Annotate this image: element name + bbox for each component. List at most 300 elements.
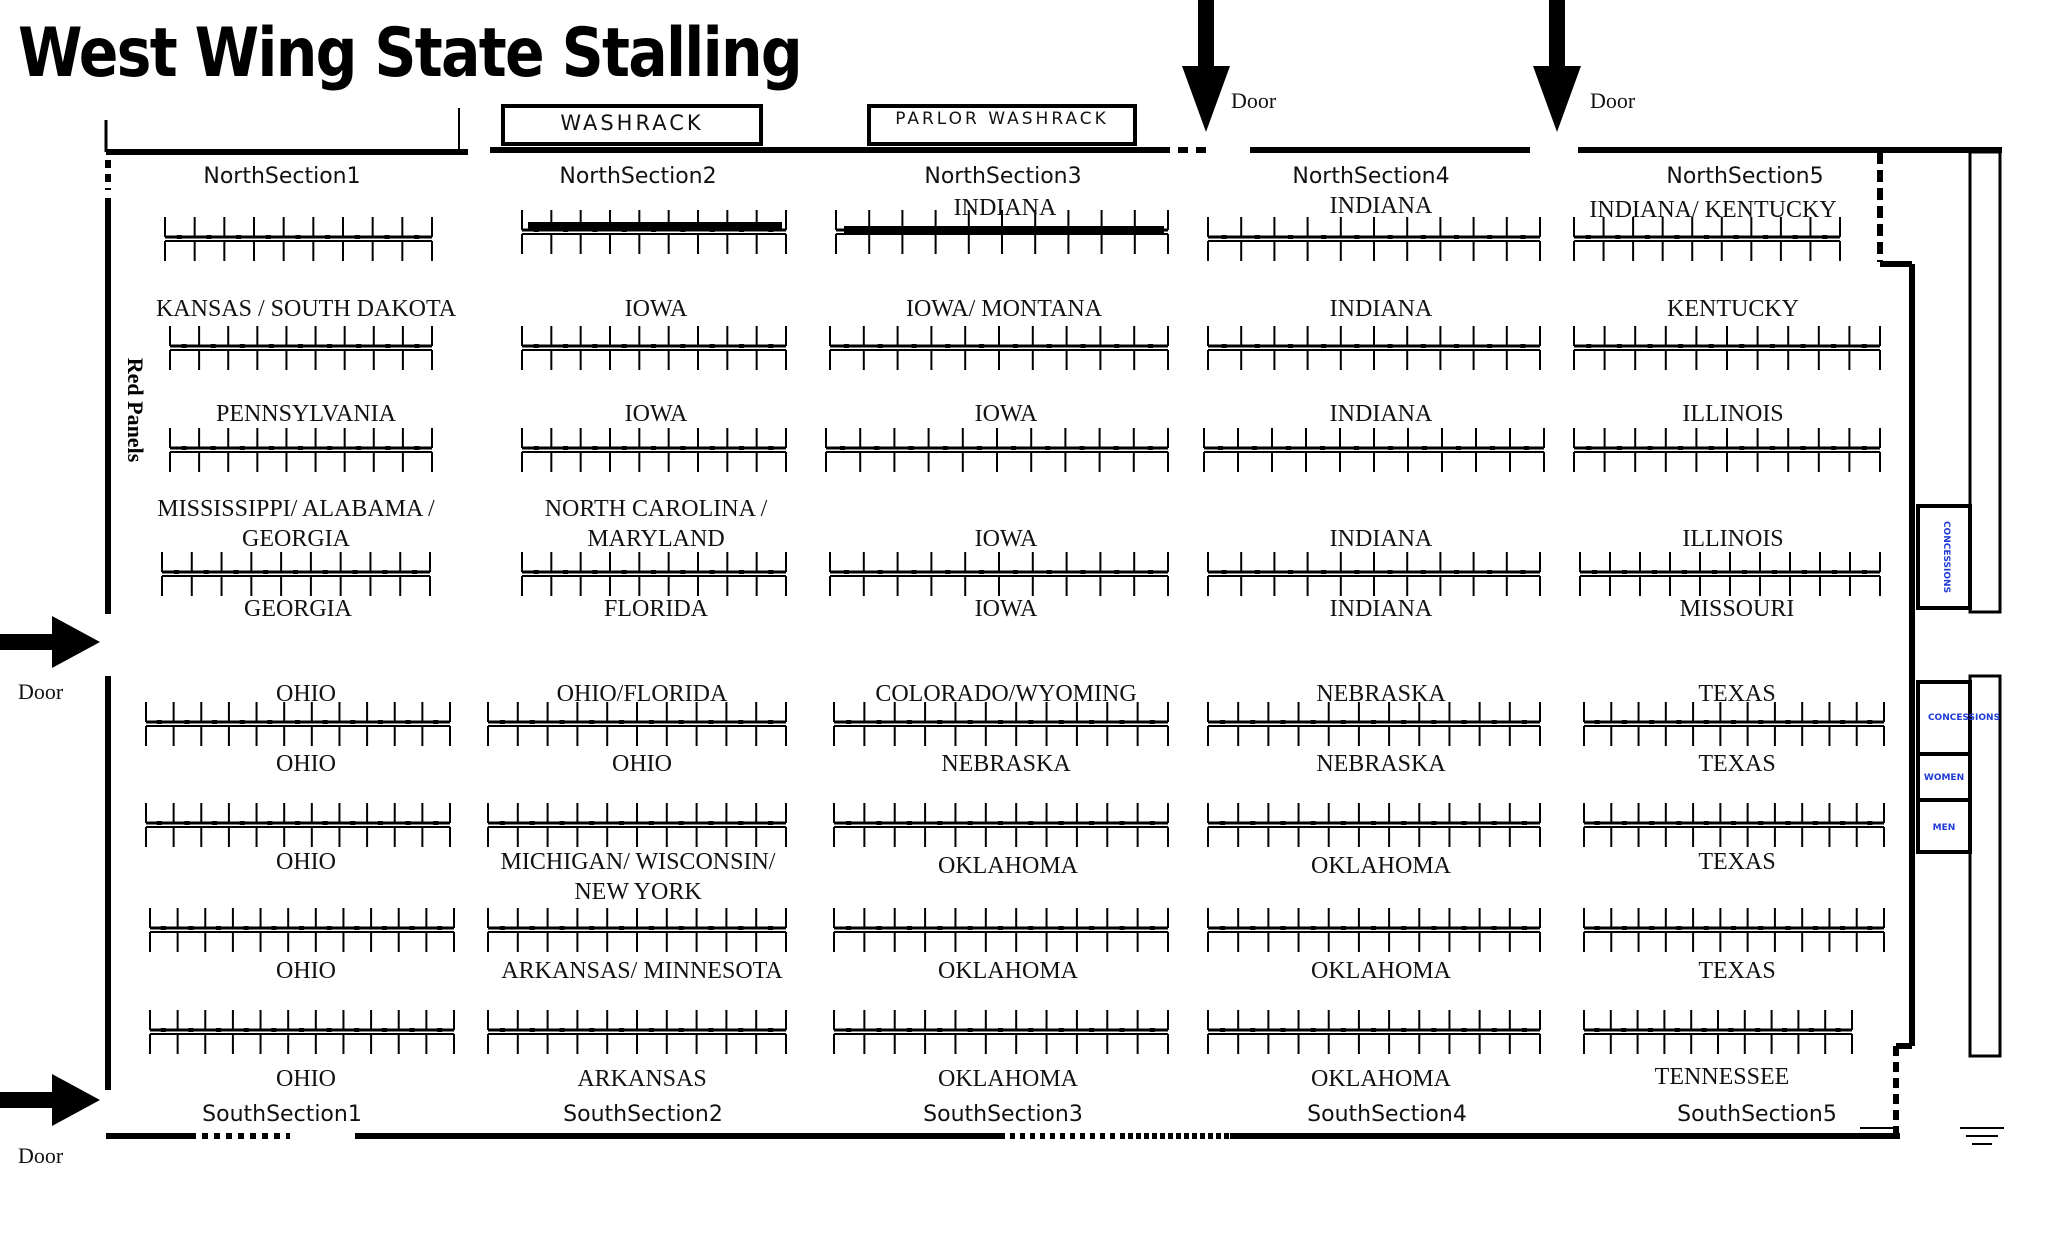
stall-mark	[1250, 926, 1255, 930]
stall-row	[488, 1010, 786, 1054]
stall-label: OHIO	[612, 751, 672, 777]
stall-mark	[977, 446, 982, 450]
stall-mark	[355, 235, 360, 239]
stall-label: GEORGIA	[244, 596, 352, 622]
stall-label: PENNSYLVANIA	[215, 401, 397, 427]
stall-mark	[563, 446, 568, 450]
stall-mark	[1786, 926, 1791, 930]
stall-row	[1204, 428, 1544, 472]
stall-mark	[267, 720, 272, 724]
stall-mark	[327, 926, 332, 930]
stall-label: OHIO	[276, 751, 336, 777]
stall-mark	[968, 720, 973, 724]
east-corridor	[1970, 676, 2000, 1056]
stall-row	[522, 552, 786, 596]
stall-mark	[907, 926, 912, 930]
stall-mark	[1114, 446, 1119, 450]
stall-mark	[560, 720, 565, 724]
womens-restroom	[1918, 754, 1970, 800]
door-left-1	[0, 616, 100, 704]
stall-mark	[738, 1028, 743, 1032]
stall-mark	[295, 821, 300, 825]
stall-label: OKLAHOMA	[1311, 1066, 1451, 1092]
stall-mark	[410, 926, 415, 930]
stall-mark	[1341, 821, 1346, 825]
stall-mark	[1462, 720, 1467, 724]
stall-mark	[216, 1028, 221, 1032]
east-corridor	[1970, 152, 2000, 612]
stall-mark	[1734, 235, 1739, 239]
stall-mark	[679, 720, 684, 724]
stall-mark	[1772, 570, 1777, 574]
stall-mark	[1682, 570, 1687, 574]
stall-mark	[619, 926, 624, 930]
stall-mark	[299, 1028, 304, 1032]
door-top-2	[1533, 0, 1636, 132]
door-label: Door	[1231, 88, 1277, 113]
stall-mark	[534, 446, 539, 450]
stall-mark	[1813, 720, 1818, 724]
stall-row	[146, 803, 450, 847]
stall-mark	[1454, 570, 1459, 574]
parlor-washrack	[869, 106, 1135, 144]
stall-mark	[1522, 821, 1527, 825]
stall-mark	[679, 1028, 684, 1032]
stall-mark	[204, 570, 209, 574]
door-label: Door	[1590, 88, 1636, 113]
stall-mark	[1354, 570, 1359, 574]
stall-mark	[1649, 926, 1654, 930]
stall-mark	[878, 344, 883, 348]
stall-mark	[877, 926, 882, 930]
stall-label: TENNESSEE	[1654, 1064, 1790, 1090]
stall-mark	[212, 821, 217, 825]
stall-label: OKLAHOMA	[938, 958, 1078, 984]
stall-mark	[1401, 720, 1406, 724]
stall-mark	[1840, 720, 1845, 724]
stall-row	[1580, 552, 1880, 596]
stall-mark	[680, 344, 685, 348]
stall-mark	[738, 720, 743, 724]
stall-mark	[1678, 344, 1683, 348]
stall-mark	[1709, 446, 1714, 450]
stall-mark	[1648, 344, 1653, 348]
stall-mark	[1617, 446, 1622, 450]
stall-mark	[406, 720, 411, 724]
stall-mark	[739, 446, 744, 450]
stall-mark	[937, 720, 942, 724]
stall-label: ILLINOIS	[1682, 401, 1784, 427]
stall-mark	[1763, 235, 1768, 239]
stall-label: ARKANSAS/ MINNESOTA	[501, 958, 783, 984]
mens-restroom	[1918, 800, 1970, 852]
stall-mark	[1731, 821, 1736, 825]
stall-mark	[1059, 926, 1064, 930]
stall-mark	[1150, 1028, 1155, 1032]
north-section-1: NorthSection1	[203, 164, 361, 189]
stall-mark	[1371, 1028, 1376, 1032]
stall-mark	[840, 446, 845, 450]
stall-mark	[1250, 821, 1255, 825]
stall-mark	[1288, 344, 1293, 348]
stall-mark	[1617, 344, 1622, 348]
stall-mark	[943, 446, 948, 450]
stall-label: INDIANA	[1329, 401, 1433, 427]
stall-label: NEBRASKA	[941, 751, 1071, 777]
stall-mark	[500, 926, 505, 930]
stall-mark	[1388, 235, 1393, 239]
stall-mark	[530, 720, 535, 724]
stall-mark	[1586, 235, 1591, 239]
stall-mark	[998, 926, 1003, 930]
stall-mark	[240, 821, 245, 825]
stall-mark	[1371, 926, 1376, 930]
stall-mark	[385, 344, 390, 348]
stall-mark	[1462, 1028, 1467, 1032]
stall-mark	[1089, 720, 1094, 724]
stall-mark	[184, 821, 189, 825]
stall-mark	[350, 821, 355, 825]
stall-mark	[1676, 821, 1681, 825]
stall-label: INDIANA	[1329, 526, 1433, 552]
stall-mark	[1045, 446, 1050, 450]
stall-mark	[188, 1028, 193, 1032]
stall-mark	[1832, 570, 1837, 574]
stall-mark	[1704, 720, 1709, 724]
stall-mark	[968, 821, 973, 825]
stall-mark	[244, 1028, 249, 1032]
stall-row	[1208, 1010, 1540, 1054]
stall-mark	[937, 926, 942, 930]
stall-mark	[1862, 570, 1867, 574]
stall-mark	[619, 1028, 624, 1032]
stall-mark	[382, 926, 387, 930]
stall-mark	[406, 821, 411, 825]
stall-mark	[998, 720, 1003, 724]
stall-mark	[1401, 1028, 1406, 1032]
stall-label: INDIANA	[1329, 596, 1433, 622]
stall-mark	[240, 446, 245, 450]
stall-mark	[1089, 926, 1094, 930]
stall-mark	[263, 570, 268, 574]
stall-mark	[1080, 446, 1085, 450]
stall-mark	[212, 720, 217, 724]
stall-mark	[1492, 821, 1497, 825]
stall-mark	[1250, 720, 1255, 724]
stall-mark	[293, 570, 298, 574]
stall-mark	[1622, 926, 1627, 930]
concessions-bottom	[1918, 682, 2000, 754]
stall-row	[1574, 326, 1880, 370]
stall-mark	[184, 720, 189, 724]
stall-mark	[1114, 344, 1119, 348]
stall-mark	[1250, 1028, 1255, 1032]
stall-mark	[174, 570, 179, 574]
stall-mark	[207, 235, 212, 239]
stall-mark	[1592, 570, 1597, 574]
stall-mark	[1028, 821, 1033, 825]
stall-mark	[649, 720, 654, 724]
stall-mark	[768, 1028, 773, 1032]
stall-mark	[709, 926, 714, 930]
concessions-label: CONCESSIONS	[1941, 520, 1951, 594]
concessions-top	[1918, 506, 1970, 608]
stall-mark	[1802, 570, 1807, 574]
stall-row	[1208, 702, 1540, 746]
stall-mark	[385, 446, 390, 450]
stall-row	[488, 803, 786, 847]
stall-mark	[1431, 926, 1436, 930]
stall-row	[488, 702, 786, 746]
door-top-1	[1182, 0, 1277, 132]
stall-mark	[1089, 1028, 1094, 1032]
stall-mark	[1770, 446, 1775, 450]
stall-mark	[768, 570, 773, 574]
stall-mark	[846, 926, 851, 930]
stall-mark	[1311, 926, 1316, 930]
stall-mark	[1840, 821, 1845, 825]
stall-mark	[768, 926, 773, 930]
stall-mark	[1148, 344, 1153, 348]
stall-row	[162, 552, 430, 596]
stall-mark	[1431, 1028, 1436, 1032]
stall-mark	[1059, 821, 1064, 825]
stall-mark	[240, 344, 245, 348]
stall-mark	[1674, 235, 1679, 239]
stall-label: IOWA	[624, 296, 688, 322]
stall-label: MISSISSIPPI/ ALABAMA /	[157, 496, 435, 522]
stall-mark	[649, 926, 654, 930]
door-left-2	[0, 1074, 100, 1168]
stall-label: OKLAHOMA	[1311, 853, 1451, 879]
stall-rows	[146, 210, 1884, 1054]
stall-mark	[619, 720, 624, 724]
stall-mark	[1119, 1028, 1124, 1032]
stall-mark	[945, 570, 950, 574]
stall-mark	[1311, 821, 1316, 825]
stall-label: NEBRASKA	[1316, 681, 1446, 707]
stall-mark	[739, 570, 744, 574]
stall-mark	[1813, 821, 1818, 825]
stall-mark	[937, 1028, 942, 1032]
stall-mark	[1731, 926, 1736, 930]
stall-mark	[968, 926, 973, 930]
stall-row	[826, 428, 1168, 472]
stall-mark	[414, 446, 419, 450]
stall-mark	[1622, 720, 1627, 724]
stall-mark	[622, 344, 627, 348]
stall-mark	[1862, 344, 1867, 348]
stall-label: IOWA/ MONTANA	[905, 296, 1103, 322]
stall-mark	[350, 720, 355, 724]
washrack-label: WASHRACK	[560, 111, 704, 135]
stall-mark	[1255, 570, 1260, 574]
stall-mark	[563, 344, 568, 348]
stall-mark	[560, 821, 565, 825]
stall-mark	[560, 1028, 565, 1032]
stall-label: OHIO	[276, 1066, 336, 1092]
stall-mark	[1371, 720, 1376, 724]
stall-mark	[1286, 446, 1291, 450]
stall-mark	[500, 821, 505, 825]
stall-mark	[968, 1028, 973, 1032]
stall-mark	[1401, 926, 1406, 930]
stall-label: INDIANA	[1329, 296, 1433, 322]
stall-mark	[1739, 446, 1744, 450]
stall-mark	[1321, 235, 1326, 239]
north-section-2: NorthSection2	[559, 164, 717, 189]
stall-mark	[738, 926, 743, 930]
stall-mark	[592, 344, 597, 348]
stall-mark	[1222, 570, 1227, 574]
stall-mark	[323, 821, 328, 825]
stall-mark	[710, 344, 715, 348]
stall-mark	[298, 446, 303, 450]
stall-mark	[530, 926, 535, 930]
stall-label: NORTH CAROLINA /	[544, 496, 768, 522]
stall-mark	[1649, 720, 1654, 724]
stall-mark	[295, 720, 300, 724]
stall-label: IOWA	[974, 401, 1038, 427]
parlor-washrack-label: PARLOR WASHRACK	[895, 109, 1109, 129]
stall-mark	[679, 926, 684, 930]
stall-mark	[1524, 446, 1529, 450]
stall-mark	[1220, 821, 1225, 825]
stall-mark	[1218, 446, 1223, 450]
stall-mark	[1867, 720, 1872, 724]
stall-mark	[1676, 720, 1681, 724]
stall-label: TEXAS	[1698, 681, 1776, 707]
stall-label: KENTUCKY	[1667, 296, 1799, 322]
stall-mark	[1059, 720, 1064, 724]
stall-mark	[1595, 720, 1600, 724]
stall-mark	[1648, 1028, 1653, 1032]
stall-label: MICHIGAN/ WISCONSIN/	[500, 849, 776, 875]
stall-mark	[1704, 821, 1709, 825]
stall-mark	[1255, 344, 1260, 348]
stall-mark	[1311, 720, 1316, 724]
stall-mark	[1280, 926, 1285, 930]
stall-mark	[437, 926, 442, 930]
stall-mark	[1831, 344, 1836, 348]
stall-row	[834, 803, 1168, 847]
stall-mark	[410, 1028, 415, 1032]
stall-mark	[1739, 344, 1744, 348]
stall-mark	[157, 720, 162, 724]
stall-mark	[1490, 446, 1495, 450]
stall-mark	[1594, 1028, 1599, 1032]
stall-mark	[1862, 446, 1867, 450]
stall-label: OHIO	[276, 958, 336, 984]
stall-mark	[912, 570, 917, 574]
stall-mark	[327, 1028, 332, 1032]
stall-mark	[622, 570, 627, 574]
stall-mark	[589, 821, 594, 825]
stall-row	[1208, 552, 1540, 596]
stall-mark	[1421, 235, 1426, 239]
stall-mark	[378, 821, 383, 825]
stall-mark	[1013, 344, 1018, 348]
stall-mark	[679, 821, 684, 825]
stall-mark	[157, 821, 162, 825]
stall-mark	[844, 570, 849, 574]
stall-label: IOWA	[974, 596, 1038, 622]
stall-mark	[589, 926, 594, 930]
stall-label: NEW YORK	[574, 879, 702, 905]
stall-label: NEBRASKA	[1316, 751, 1446, 777]
stall-mark	[1840, 926, 1845, 930]
stall-mark	[1220, 1028, 1225, 1032]
stall-mark	[530, 1028, 535, 1032]
stall-label: GEORGIA	[242, 526, 350, 552]
stall-mark	[1354, 446, 1359, 450]
stall-mark	[1388, 446, 1393, 450]
stall-mark	[1148, 446, 1153, 450]
stall-mark	[589, 720, 594, 724]
stall-mark	[433, 821, 438, 825]
stall-mark	[1288, 570, 1293, 574]
stall-mark	[1770, 344, 1775, 348]
stall-mark	[592, 446, 597, 450]
stall-mark	[414, 235, 419, 239]
stall-mark	[1595, 821, 1600, 825]
page-title: West Wing State Stalling	[18, 14, 802, 93]
stall-row	[1574, 217, 1840, 261]
stall-row	[146, 702, 450, 746]
stall-mark	[1522, 926, 1527, 930]
stall-mark	[1388, 570, 1393, 574]
stall-mark	[1621, 1028, 1626, 1032]
stall-mark	[907, 821, 912, 825]
stall-mark	[1622, 570, 1627, 574]
stall-row	[522, 428, 786, 472]
stall-mark	[649, 821, 654, 825]
stall-mark	[649, 1028, 654, 1032]
stall-mark	[979, 570, 984, 574]
stall-label: OHIO/FLORIDA	[556, 681, 728, 707]
stall-mark	[1401, 821, 1406, 825]
stall-label: MISSOURI	[1679, 596, 1795, 622]
stall-label: OKLAHOMA	[938, 853, 1078, 879]
stall-mark	[385, 235, 390, 239]
stall-mark	[1520, 235, 1525, 239]
stall-label: INDIANA/ KENTUCKY	[1589, 197, 1837, 223]
stall-mark	[1793, 235, 1798, 239]
stall-mark	[680, 570, 685, 574]
stall-mark	[1422, 446, 1427, 450]
stall-mark	[1421, 570, 1426, 574]
stall-mark	[1520, 344, 1525, 348]
stall-mark	[1028, 926, 1033, 930]
door-label: Door	[18, 1143, 64, 1168]
stall-mark	[709, 720, 714, 724]
stall-mark	[1462, 821, 1467, 825]
stall-mark	[1742, 570, 1747, 574]
stall-mark	[1280, 821, 1285, 825]
stall-mark	[1675, 1028, 1680, 1032]
stall-label: INDIANA	[1329, 193, 1433, 219]
stall-label: IOWA	[624, 401, 688, 427]
stall-mark	[1047, 344, 1052, 348]
stall-row	[170, 326, 432, 370]
stall-mark	[323, 570, 328, 574]
stall-mark	[534, 344, 539, 348]
stall-mark	[1220, 926, 1225, 930]
stall-mark	[1678, 446, 1683, 450]
stall-mark	[1487, 570, 1492, 574]
stall-mark	[500, 1028, 505, 1032]
stall-mark	[299, 926, 304, 930]
